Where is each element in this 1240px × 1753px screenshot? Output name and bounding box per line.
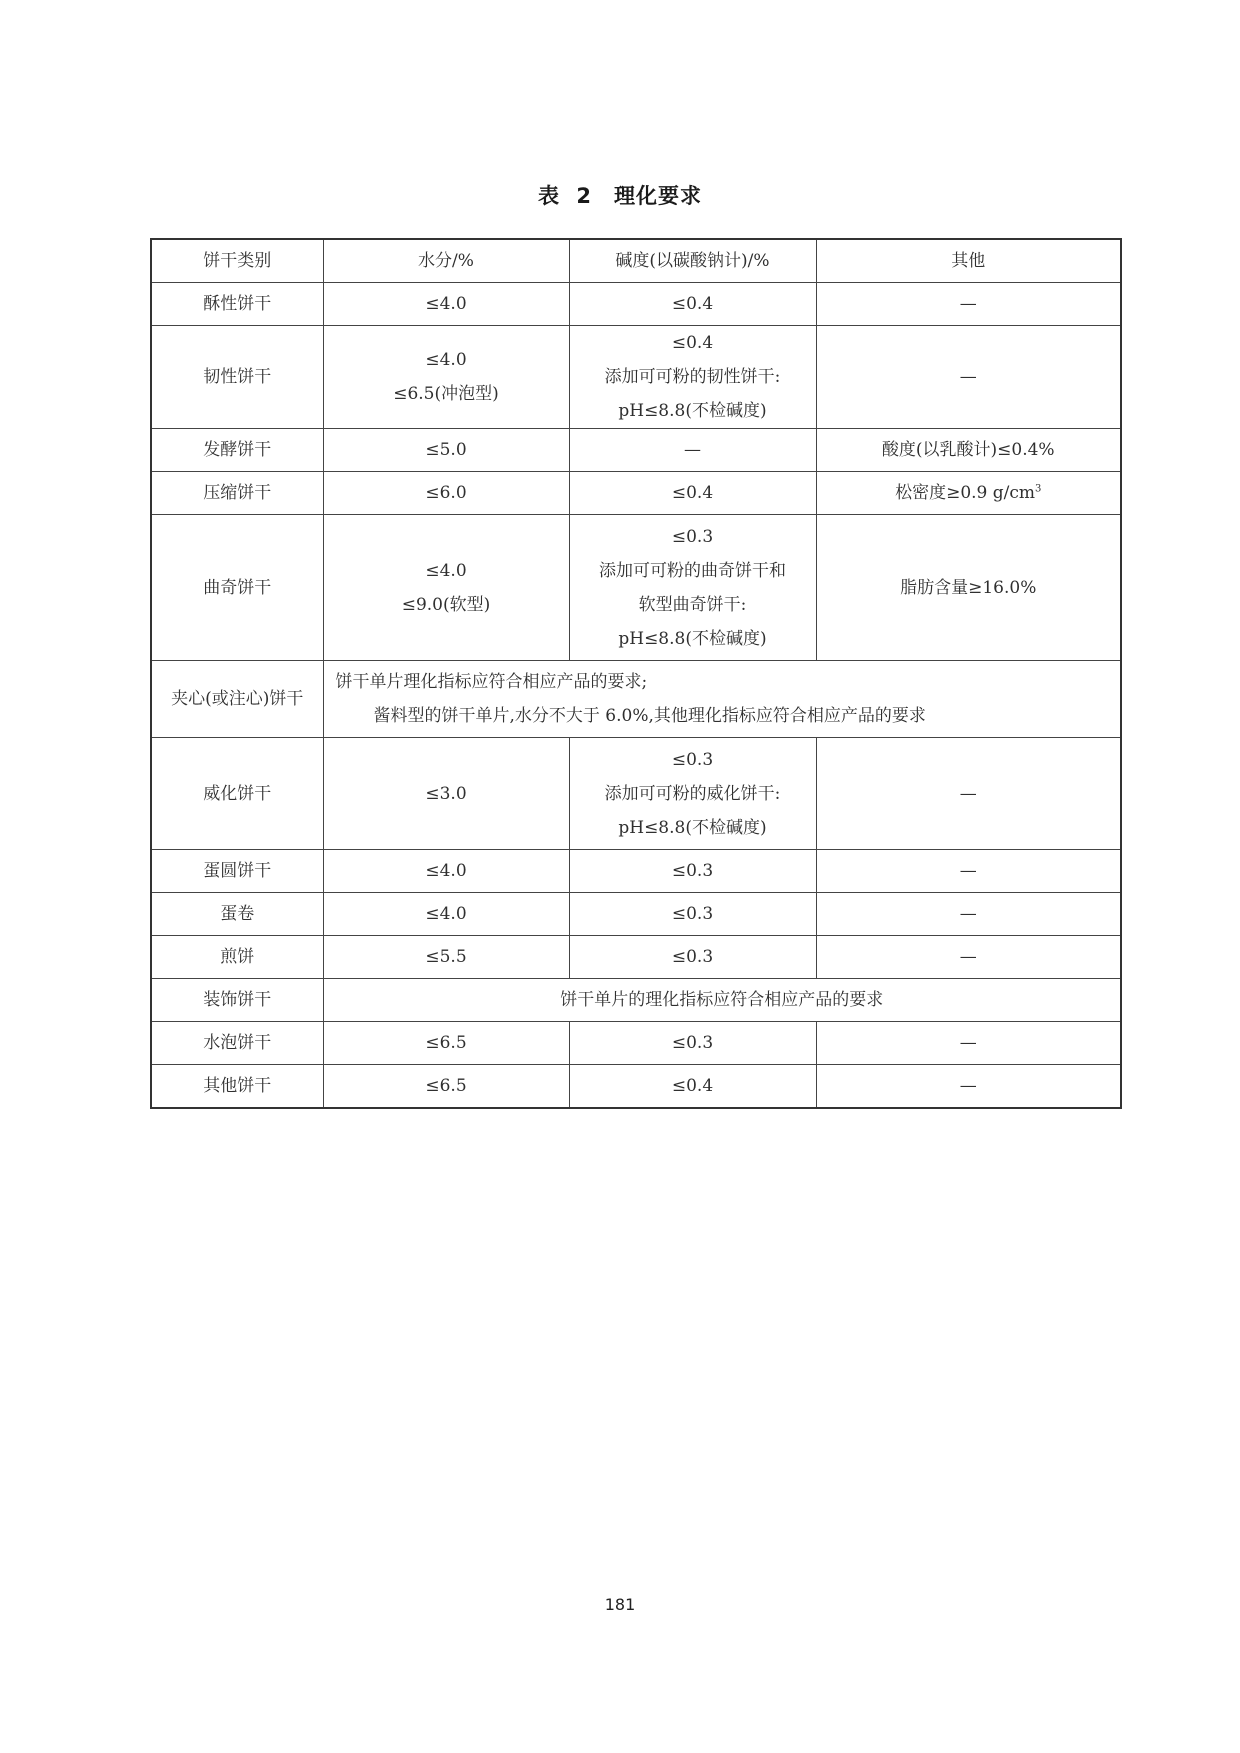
biscuit-type-cell: 压缩饼干 [151,472,323,515]
column-header-other: 其他 [816,239,1121,283]
moisture-cell: ≤5.5 [323,936,569,979]
other-cell: — [816,326,1121,429]
biscuit-type-cell: 夹心(或注心)饼干 [151,661,323,738]
biscuit-type-cell: 威化饼干 [151,738,323,850]
table-row [151,979,1121,1022]
alkalinity-cell [569,738,816,850]
requirement-line: 酱料型的饼干单片,水分不大于 6.0%,其他理化指标应符合相应产品的要求 [373,706,926,726]
biscuit-type-cell: 蛋卷 [151,893,323,936]
moisture-cell: ≤6.5 [323,1065,569,1109]
other-cell: — [816,1065,1121,1109]
moisture-cell: ≤4.0 [323,850,569,893]
page-number: 181 [604,1595,636,1614]
table-row [151,661,1121,738]
other-cell: — [816,850,1121,893]
table-row [151,850,1121,893]
alkalinity-cell: ≤0.4 [569,283,816,326]
other-cell: 酸度(以乳酸计)≤0.4% [816,429,1121,472]
alkalinity-line: 添加可可粉的曲奇饼干和 [599,560,786,581]
alkalinity-cell: ≤0.4 [569,1065,816,1109]
other-cell: — [816,1022,1121,1065]
table-row [151,1065,1121,1109]
moisture-cell: ≤6.0 [323,472,569,515]
column-header-type: 饼干类别 [151,239,323,283]
biscuit-type-cell: 韧性饼干 [151,326,323,429]
other-cell: — [816,936,1121,979]
table-row [151,738,1121,850]
biscuit-type-cell: 其他饼干 [151,1065,323,1109]
biscuit-type-cell: 蛋圆饼干 [151,850,323,893]
alkalinity-cell: — [569,429,816,472]
table-row [151,283,1121,326]
moisture-cell: ≤4.0 [323,893,569,936]
other-cell [816,472,1121,515]
alkalinity-line: ≤0.3 [671,749,714,770]
requirements-table [150,238,1122,1109]
other-cell: — [816,738,1121,850]
alkalinity-cell [569,326,816,429]
table-row [151,326,1121,429]
alkalinity-line: 软型曲奇饼干: [638,594,747,615]
alkalinity-cell: ≤0.3 [569,936,816,979]
moisture-cell [323,326,569,429]
table-row [151,936,1121,979]
moisture-cell [323,515,569,661]
biscuit-type-cell: 发酵饼干 [151,429,323,472]
biscuit-type-cell: 曲奇饼干 [151,515,323,661]
alkalinity-cell [569,515,816,661]
other-cell: — [816,283,1121,326]
alkalinity-cell: ≤0.3 [569,893,816,936]
merged-requirement-cell [323,661,1121,738]
alkalinity-cell: ≤0.4 [569,472,816,515]
table-row [151,472,1121,515]
superscript-exponent: 3 [1035,483,1042,495]
alkalinity-line: pH≤8.8(不检碱度) [618,628,767,649]
alkalinity-line: ≤0.4 [671,333,714,353]
alkalinity-cell: ≤0.3 [569,1022,816,1065]
alkalinity-line: pH≤8.8(不检碱度) [618,401,767,421]
moisture-line: ≤4.0 [425,350,467,370]
moisture-cell: ≤6.5 [323,1022,569,1065]
biscuit-type-cell: 酥性饼干 [151,283,323,326]
requirement-line: 饼干单片理化指标应符合相应产品的要求; [335,672,648,692]
alkalinity-line: 添加可可粉的韧性饼干: [604,367,781,387]
table-row [151,1022,1121,1065]
table-row [151,429,1121,472]
column-header-alkalinity: 碱度(以碳酸钠计)/% [569,239,816,283]
moisture-line: ≤9.0(软型) [401,594,491,615]
alkalinity-cell: ≤0.3 [569,850,816,893]
biscuit-type-cell: 煎饼 [151,936,323,979]
table-row [151,515,1121,661]
moisture-cell: ≤5.0 [323,429,569,472]
moisture-cell: ≤3.0 [323,738,569,850]
bulk-density-text: 松密度≥0.9 g/cm [895,483,1036,503]
biscuit-type-cell: 水泡饼干 [151,1022,323,1065]
other-cell: 脂肪含量≥16.0% [816,515,1121,661]
table-header-row [151,239,1121,283]
alkalinity-line: pH≤8.8(不检碱度) [618,817,767,838]
moisture-line: ≤4.0 [425,560,467,581]
table-row [151,893,1121,936]
alkalinity-line: ≤0.3 [671,526,714,547]
alkalinity-line: 添加可可粉的威化饼干: [604,783,781,804]
moisture-cell: ≤4.0 [323,283,569,326]
moisture-line: ≤6.5(冲泡型) [393,384,499,404]
column-header-moisture: 水分/% [323,239,569,283]
other-cell: — [816,893,1121,936]
merged-requirement-cell: 饼干单片的理化指标应符合相应产品的要求 [323,979,1121,1022]
biscuit-type-cell: 装饰饼干 [151,979,323,1022]
page-title: 表 2 理化要求 [538,184,702,208]
